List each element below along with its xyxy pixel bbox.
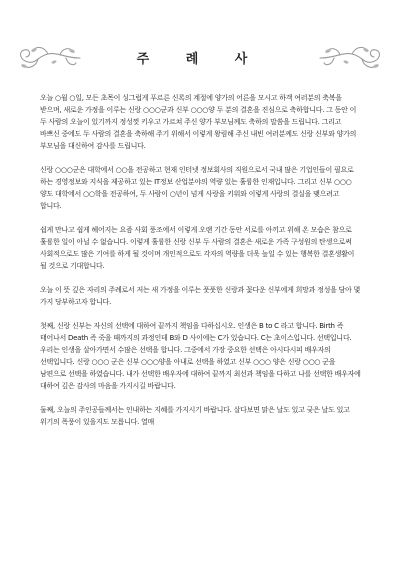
paragraph: 둘째, 오늘의 주인공들께서는 인내하는 지혜를 가지시기 바랍니다. 살다보면 맑은 날도 있고 궂은 날도 있고 위기의 폭풍이 있을지도 모릅니다. 열매 [40,406,350,426]
paragraph: 오늘 ○월 ○일, 모든 초목이 싱그럽게 푸르른 신록의 계절에 양가의 어른을 모시고 하객 여러분의 축복을 받으며, 새로운 가정을 이루는 신랑 ○○○군과 신부 ○○○양 두 분의 결혼을 진심으로 축하합니다. 그 동안 이 두 사람의 오늘이 있기까지 정성껏 키우고 가르쳐 주신 양가 부모님께도 축하의 말씀을 드립니다. 그리고 바쁘신 중에도 두 사람의 결혼을 축하해 주기 위해서 이렇게 왕림해 주신 내빈 여러분께도 신랑 신부와 양가의 부모님을 대신하여 감사를 드립니다. [40,94,357,150]
document-body [40,92,362,428]
paragraph: 쉽게 만나고 쉽게 헤어지는 요즘 사회 풍조에서 이렇게 오랜 기간 동안 서로를 아끼고 위해 온 모습은 참으로 훌륭한 일이 아닐 수 없습니다. 이렇게 훌륭한 신랑 신부 두 사람의 결혼은 새로운 가족 구성원의 탄생으로써 사회적으로도 많은 기여를 하게 될 것이며 개인적으로도 각자의 역량을 더욱 높일 수 있는 행복한 결혼생활이 될 것으로 기대합니다. [40,226,355,270]
paragraph: 신랑 ○○○군은 대학에서 ○○을 전공하고 현재 인터넷 정보회사의 직원으로서 국내 많은 기업인들이 필요로 하는 경영정보와 지식을 제공하고 있는 IT정보 산업분야의 역량 있는 훌륭한 인재입니다. 그리고 신부 ○○○양도 대학에서 ○○학을 전공하여, 두 사람이 ○년이 넘게 사랑을 키워와 이렇게 사랑의 결실을 맺으려고 합니다. [40,166,354,210]
paragraph: 오늘 이 뜻 깊은 자리의 주례로서 저는 새 가정을 이루는 풋풋한 신랑과 꽃다운 신부에게 희망과 정성을 담아 몇 가지 당부하고자 합니다. [40,286,361,306]
paragraph: 첫째, 신랑 신부는 자신의 선택에 대하여 끝까지 책임을 다하십시오. 인생은 B to C 라고 합니다. Birth 즉 태어나서 Death 즉 죽을 때까지의 과정인데 B와 D 사이에는 C가 있습니다. C는 초이스입니다. 선택입니다. 우리는 인생을 살아가면서 수많은 선택을 합니다. 그중에서 가장 중요한 선택은 아시다시피 배우자의 선택입니다. 신랑 ○○○ 군은 신부 ○○○양을 아내로 선택을 하였고 신부 ○○○ 양은 신랑 ○○○ 군을 남편으로 선택을 하였습니다. 내가 선택한 배우자에 대하여 끝까지 최선과 책임을 다하고 나를 선택한 배우자에 대하여 깊은 감사의 마음을 가지시길 바랍니다. [40,322,361,390]
document-title: 주 례 사 [136,52,264,67]
